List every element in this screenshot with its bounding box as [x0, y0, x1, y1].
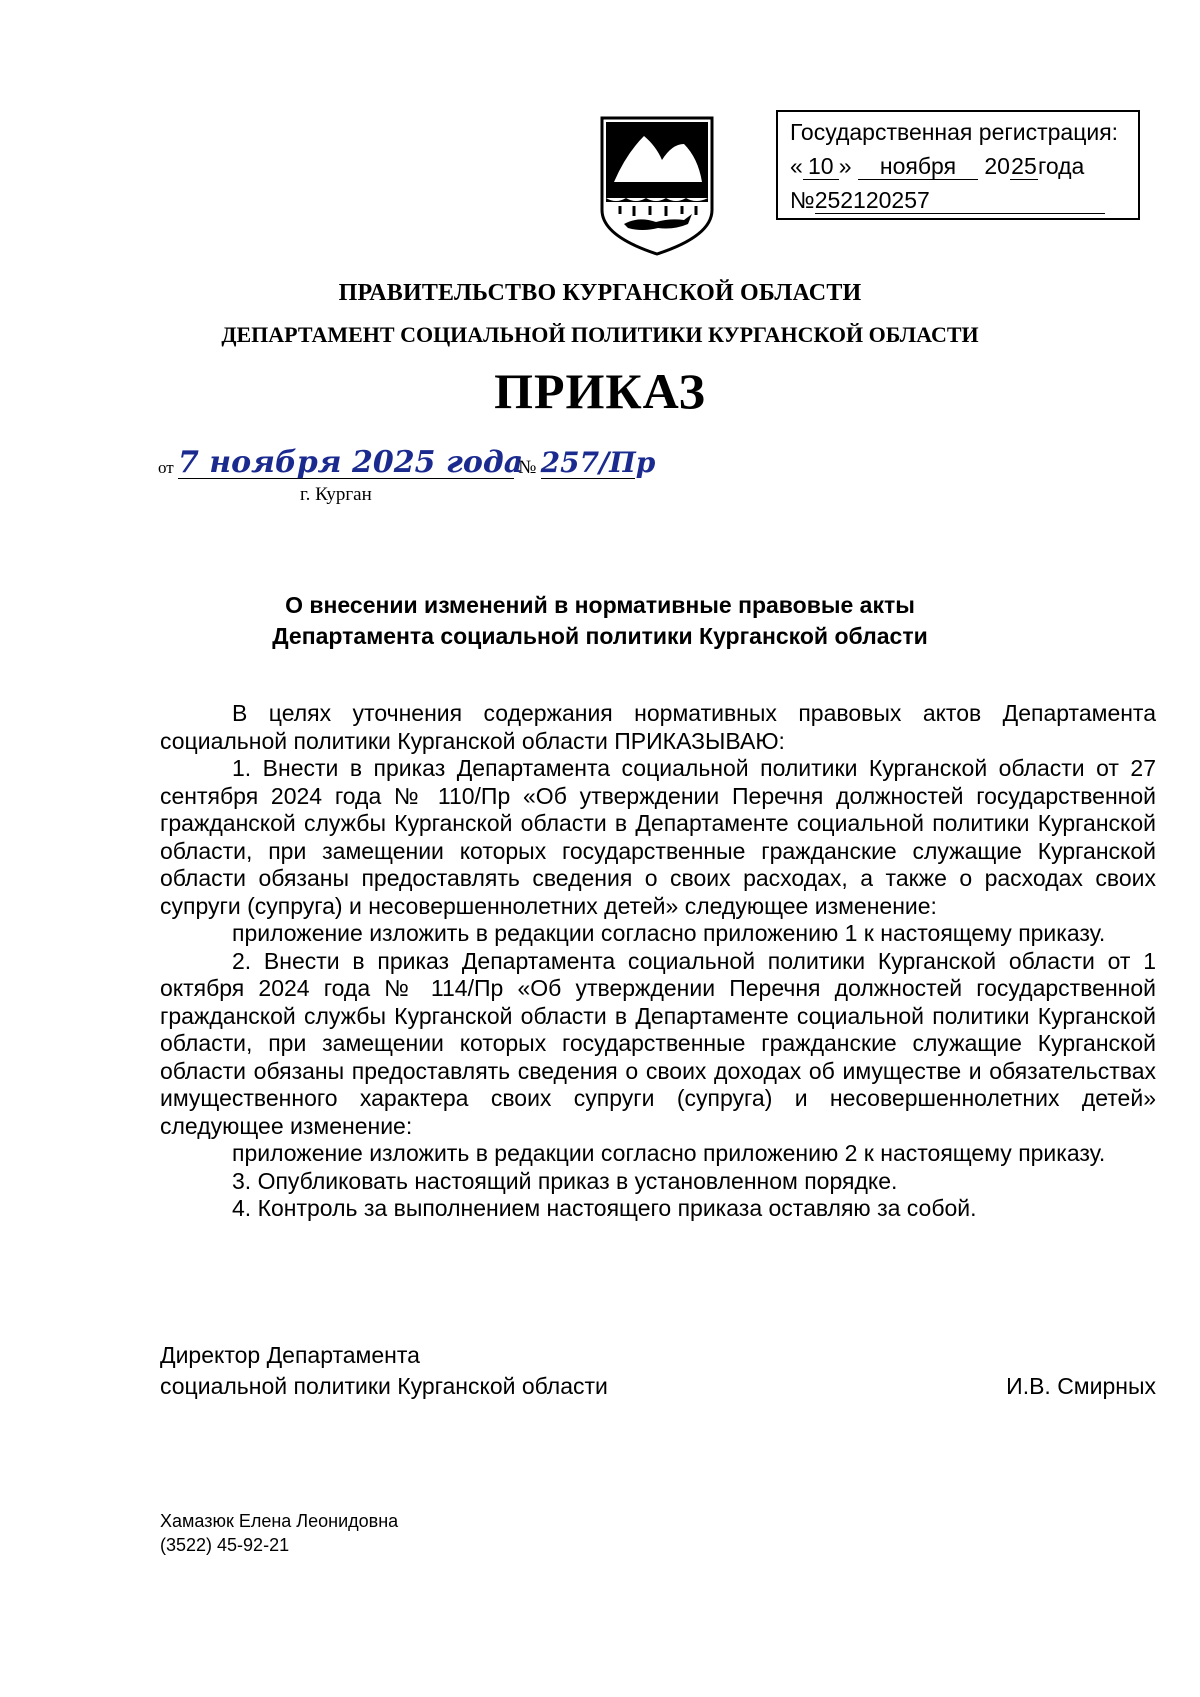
executor-phone: (3522) 45-92-21 [160, 1535, 290, 1555]
registration-year-prefix: 20 [984, 153, 1010, 179]
body-intro: В целях уточнения содержания нормативных правовых актов Департамента социальной политики Курганской области ПРИКАЗЫВАЮ: [160, 700, 1156, 754]
body-item-1: 1. Внести в приказ Департамента социальной политики Курганской области от 27 сентября 2024 года № 110/Пр «Об утверждении Перечня должностей государственной гражданской службы Курганской области в Департаменте социальной политики Курганской области, при замещении которых государственные гражданские служащие Курганской области обязаны предоставлять сведения о своих расходах, а также о расходах своих супруги (супруга) и несовершеннолетних детей» следующее изменение: [160, 755, 1156, 919]
executor-name: Хамазюк Елена Леонидовна [160, 1511, 399, 1531]
registration-number-row [790, 184, 1105, 216]
signatory-position [160, 1340, 608, 1402]
body-item-4: 4. Контроль за выполнением настоящего приказа оставляю за собой. [232, 1195, 977, 1221]
signatory-position-line-2: социальной политики Курганской области [160, 1373, 608, 1399]
signatory-name: И.В. Смирных [1006, 1373, 1156, 1399]
city: г. Курган [300, 484, 372, 505]
registration-day: 10 [803, 153, 839, 180]
registration-month: ноября [858, 153, 978, 180]
document-type: ПРИКАЗ [494, 363, 706, 419]
body-item-2-change: приложение изложить в редакции согласно приложению 2 к настоящему приказу. [232, 1140, 1106, 1166]
registration-year-word: года [1037, 153, 1085, 179]
document-body [160, 700, 1156, 1223]
document-date: 7 ноября 2025 года [177, 445, 524, 480]
body-item-3: 3. Опубликовать настоящий приказ в установленном порядке. [232, 1167, 898, 1194]
subject-line-2: Департамента социальной политики Курганской области [272, 623, 928, 649]
registration-title: Государственная регистрация: [790, 119, 1119, 145]
document-number: 257/Пр [540, 446, 656, 479]
department-title: ДЕПАРТАМЕНТ СОЦИАЛЬНОЙ ПОЛИТИКИ КУРГАНСКОЙ ОБЛАСТИ [221, 322, 979, 347]
date-from-label: от [158, 458, 174, 477]
signatory-position-line-1: Директор Департамента [160, 1342, 420, 1368]
document-number-label: № [518, 457, 537, 478]
registration-number: 252120257 [815, 187, 1105, 214]
registration-year-suffix: 25 [1011, 153, 1037, 179]
coat-of-arms-icon [598, 114, 716, 256]
body-item-1-change: приложение изложить в редакции согласно приложению 1 к настоящему приказу. [232, 920, 1106, 946]
registration-date: « 10 » ноября 2025года [790, 153, 1085, 179]
executor-contact [160, 1509, 398, 1557]
registration-box [776, 110, 1140, 220]
government-title: ПРАВИТЕЛЬСТВО КУРГАНСКОЙ ОБЛАСТИ [338, 280, 862, 306]
date-line [158, 445, 656, 480]
document-subject [0, 590, 1200, 652]
registration-number-label: № [790, 187, 815, 213]
body-item-2: 2. Внести в приказ Департамента социальной политики Курганской области от 1 октября 2024 года № 114/Пр «Об утверждении Перечня должностей государственной гражданской службы Курганской области в Департаменте социальной политики Курганской области, при замещении которых государственные гражданские служащие Курганской области обязаны предоставлять сведения о своих доходах об имуществе и обязательствах имущественного характера своих супруги (супруга) и несовершеннолетних детей» следующее изменение: [160, 947, 1156, 1139]
subject-line-1: О внесении изменений в нормативные правовые акты [285, 592, 915, 618]
